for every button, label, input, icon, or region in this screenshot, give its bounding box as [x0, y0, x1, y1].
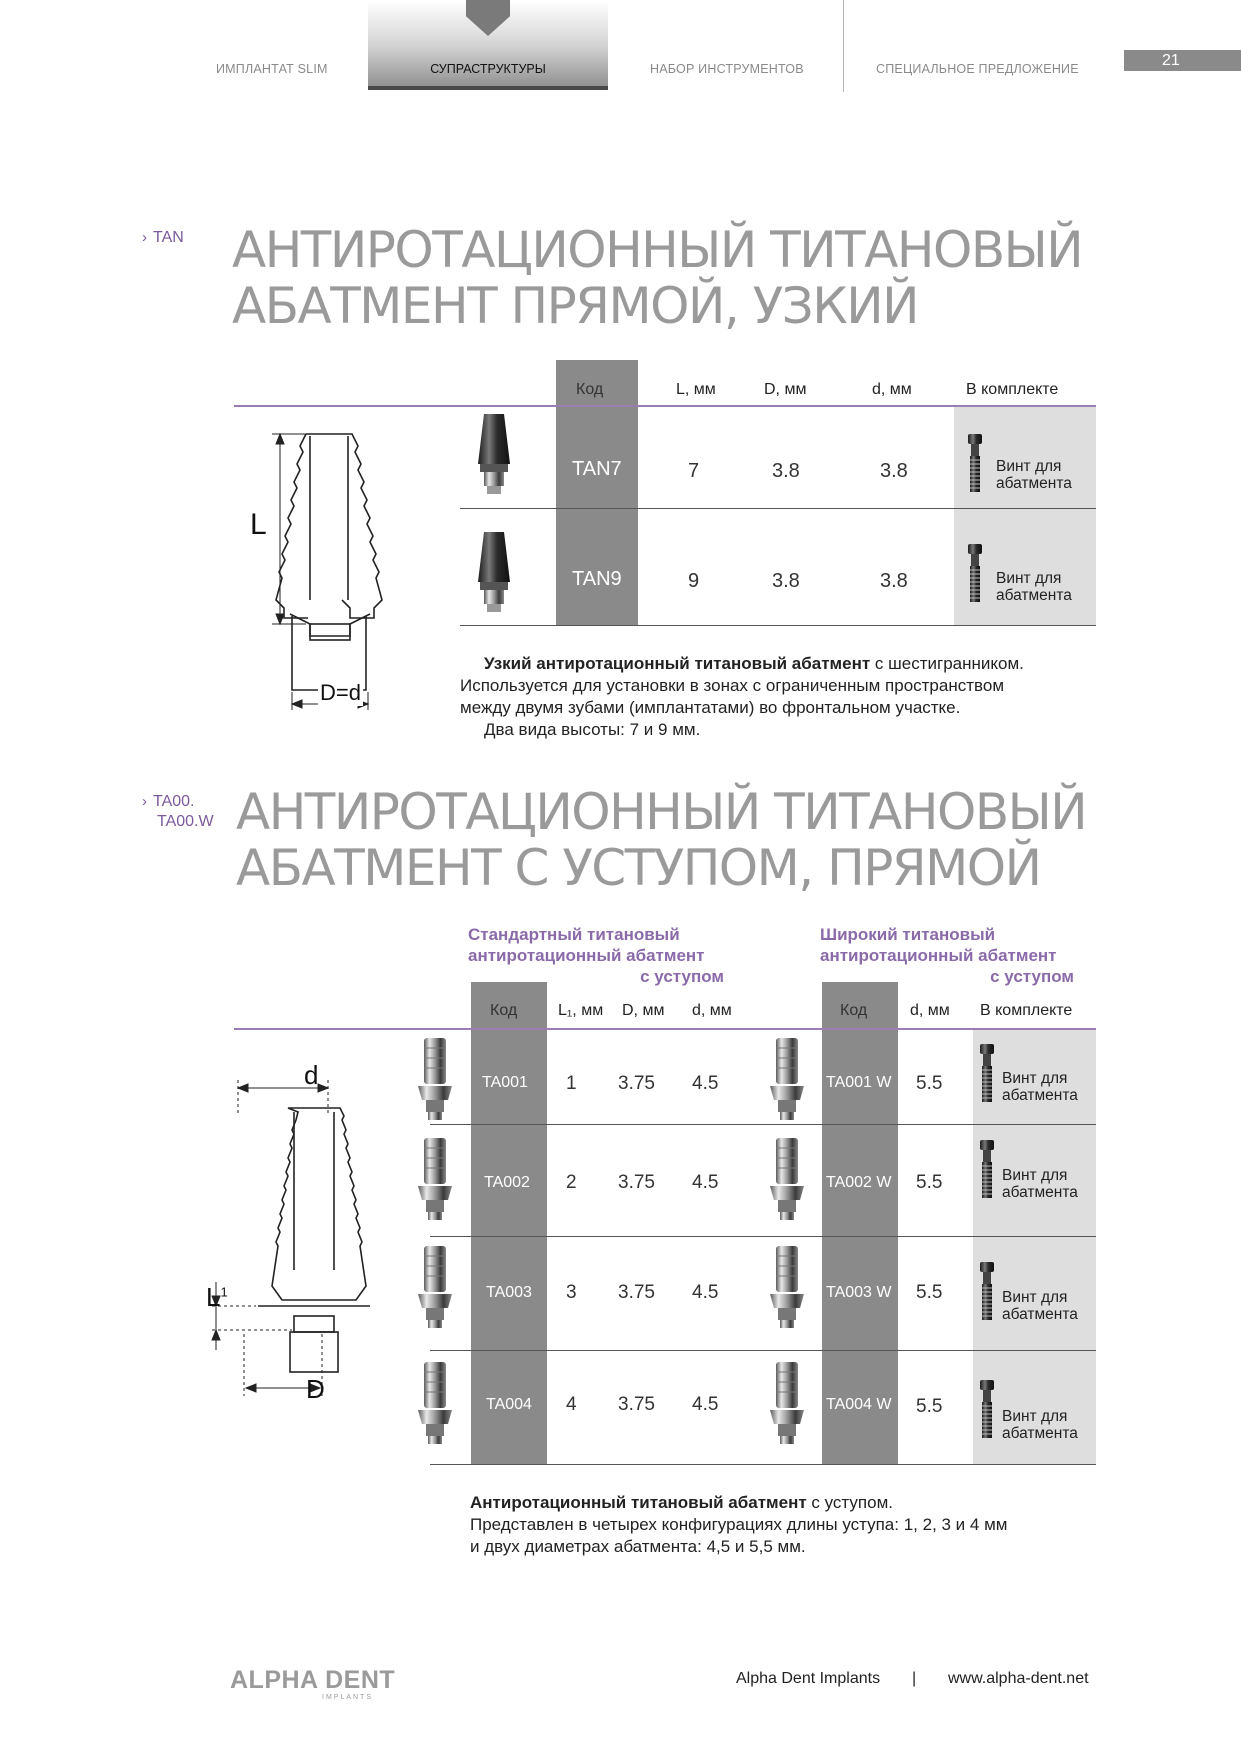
nav-item-special-offer[interactable]: СПЕЦИАЛЬНОЕ ПРЕДЛОЖЕНИЕ	[876, 62, 1079, 76]
abutment-image	[478, 414, 514, 498]
table-cell-L1: 4	[566, 1394, 577, 1415]
section2-desc-rest: с уступом.	[806, 1493, 893, 1512]
abutment-image	[770, 1138, 804, 1222]
table-cell-L1: 3	[566, 1282, 577, 1303]
nav-divider	[843, 0, 844, 92]
table-cell-d: 4.5	[692, 1073, 719, 1094]
section2-code-tag	[142, 792, 214, 832]
section1-desc-line4: Два вида высоты: 7 и 9 мм.	[484, 720, 701, 739]
section2-desc-line2: Представлен в четырех конфигурациях длины уступа: 1, 2, 3 и 4 мм	[470, 1515, 1008, 1534]
section2-title-line2: АБАТМЕНТ С УСТУПОМ, ПРЯМОЙ	[236, 839, 1041, 897]
table-cell-wide-d: 5.5	[916, 1396, 943, 1417]
section1-title	[232, 222, 1082, 334]
section1-header-d: d, мм	[872, 381, 912, 398]
screw-icon	[966, 434, 984, 494]
section2-row-divider	[430, 1350, 1096, 1351]
active-tab-underline	[368, 86, 608, 90]
section1-header-kit: В комплекте	[966, 381, 1059, 398]
table-cell-D: 3.75	[618, 1394, 655, 1415]
section1-header-D: D, мм	[764, 381, 807, 398]
section1-desc-line2: Используется для установки в зонах с ограниченным пространством	[460, 676, 1004, 695]
section2-code-line1: TA00.	[153, 793, 195, 810]
diagram-label-L1-letter: L	[206, 1282, 221, 1312]
wide-heading-line3: с уступом	[990, 967, 1074, 986]
wide-abutment-heading	[820, 924, 1074, 987]
abutment-image	[478, 532, 514, 616]
table-cell-wide-code: TA001 W	[826, 1074, 892, 1091]
footer-logo-subtitle: IMPLANTS	[322, 1694, 374, 1701]
table-cell-D: 3.75	[618, 1172, 655, 1193]
section1-title-line1: АНТИРОТАЦИОННЫЙ ТИТАНОВЫЙ	[232, 221, 1083, 279]
standard-heading-line2: антиротационный абатмент	[468, 946, 705, 965]
table-cell-D: 3.8	[772, 570, 800, 592]
wide-header-kit: В комплекте	[980, 1002, 1073, 1019]
section2-title	[236, 784, 1086, 896]
section1-header-L: L, мм	[676, 381, 716, 398]
footer-company: Alpha Dent Implants	[736, 1670, 881, 1687]
table-cell-kit: Винт для абатмента	[1002, 1070, 1078, 1104]
section1-header-code: Код	[576, 381, 604, 398]
section1-header-divider	[234, 405, 1096, 407]
abutment-image	[770, 1038, 804, 1122]
abutment-image	[770, 1246, 804, 1330]
table-cell-code: TAN9	[572, 568, 622, 590]
abutment-image	[418, 1138, 452, 1222]
footer-separator: |	[912, 1670, 917, 1687]
nav-item-superstructures-label: СУПРАСТРУКТУРЫ	[430, 62, 546, 76]
table-cell-D: 3.75	[618, 1073, 655, 1094]
table-cell-d: 4.5	[692, 1172, 719, 1193]
diagram-label-D: D	[306, 1374, 325, 1404]
screw-icon	[966, 544, 984, 604]
section2-row-divider	[430, 1124, 1096, 1125]
screw-icon	[978, 1044, 996, 1104]
abutment-image	[418, 1038, 452, 1122]
section1-code: TAN	[153, 229, 184, 246]
table-cell-d: 4.5	[692, 1394, 719, 1415]
chevron-right-icon: ›	[142, 229, 147, 246]
wide-heading-line2: антиротационный абатмент	[820, 946, 1057, 965]
section2-desc-bold: Антиротационный титановый абатмент	[470, 1493, 807, 1512]
table-cell-kit: Винт для абатмента	[1002, 1289, 1078, 1323]
section1-row-divider	[460, 508, 1096, 509]
section1-description	[460, 653, 1100, 741]
diagram-label-L1-sup: 1	[220, 1284, 228, 1300]
table-cell-L1: 2	[566, 1172, 577, 1193]
footer-website-link[interactable]: www.alpha-dent.net	[948, 1670, 1089, 1687]
table-cell-code: TA002	[484, 1174, 530, 1191]
section1-desc-line3: между двумя зубами (имплантатами) во фронтальном участке.	[460, 698, 961, 717]
section1-desc-rest: с шестигранником.	[870, 654, 1024, 673]
table-cell-L1: 1	[566, 1073, 577, 1094]
section1-technical-diagram	[230, 420, 400, 720]
standard-header-code: Код	[490, 1002, 518, 1019]
screw-icon	[978, 1140, 996, 1200]
footer-logo: ALPHA DENT	[230, 1666, 396, 1694]
table-cell-wide-code: TA002 W	[826, 1174, 892, 1191]
nav-item-instrument-set[interactable]: НАБОР ИНСТРУМЕНТОВ	[650, 62, 804, 76]
table-cell-d: 4.5	[692, 1282, 719, 1303]
table-cell-wide-code: TA004 W	[826, 1396, 892, 1413]
section2-header-divider	[234, 1028, 1096, 1030]
table-cell-wide-d: 5.5	[916, 1172, 943, 1193]
table-cell-d: 3.8	[880, 570, 908, 592]
standard-abutment-heading	[468, 924, 724, 987]
table-cell-D: 3.8	[772, 460, 800, 482]
table-cell-wide-d: 5.5	[916, 1282, 943, 1303]
standard-heading-line1: Стандартный титановый	[468, 925, 680, 944]
active-tab-notch	[466, 0, 510, 36]
page-number: 21	[1124, 50, 1241, 71]
screw-icon	[978, 1262, 996, 1322]
section2-desc-line3: и двух диаметрах абатмента: 4,5 и 5,5 мм.	[470, 1537, 806, 1556]
nav-item-implant-slim[interactable]: ИМПЛАНТАТ SLIM	[216, 62, 328, 76]
section1-title-line2: АБАТМЕНТ ПРЯМОЙ, УЗКИЙ	[232, 277, 919, 335]
standard-code-column-bg	[471, 982, 547, 1464]
section1-desc-bold: Узкий антиротационный титановый абатмент	[484, 654, 871, 673]
nav-item-superstructures-active[interactable]	[368, 0, 608, 90]
standard-header-d: d, мм	[692, 1002, 732, 1019]
standard-header-L1: L₁, мм	[558, 1002, 604, 1019]
standard-heading-line3: с уступом	[640, 967, 724, 986]
table-cell-L: 7	[688, 460, 700, 482]
screw-icon	[978, 1380, 996, 1440]
table-cell-kit: Винт для абатмента	[1002, 1408, 1078, 1442]
standard-header-D: D, мм	[622, 1002, 665, 1019]
section2-table-bottom	[430, 1464, 1096, 1465]
chevron-right-icon: ›	[142, 793, 147, 810]
section2-technical-diagram	[200, 1060, 380, 1410]
table-cell-kit: Винт для абатмента	[1002, 1167, 1078, 1201]
diagram-label-D-equals-d: D=d	[320, 680, 361, 705]
wide-code-column-bg	[822, 982, 898, 1464]
diagram-label-d: d	[304, 1060, 319, 1090]
table-cell-code: TA003	[486, 1284, 532, 1301]
table-cell-d: 3.8	[880, 460, 908, 482]
wide-heading-line1: Широкий титановый	[820, 925, 996, 944]
table-cell-code: TA004	[486, 1396, 532, 1413]
section2-title-line1: АНТИРОТАЦИОННЫЙ ТИТАНОВЫЙ	[236, 783, 1087, 841]
abutment-image	[418, 1362, 452, 1446]
diagram-label-L1	[206, 1282, 228, 1313]
section2-description	[470, 1492, 1090, 1558]
section2-row-divider	[430, 1236, 1096, 1237]
table-cell-wide-code: TA003 W	[826, 1284, 892, 1301]
diagram-label-L: L	[250, 508, 267, 541]
table-cell-code: TAN7	[572, 458, 622, 480]
section1-table-bottom	[460, 625, 1096, 626]
table-cell-kit: Винт для абатмента	[996, 458, 1072, 492]
table-cell-D: 3.75	[618, 1282, 655, 1303]
abutment-image	[418, 1246, 452, 1330]
table-cell-wide-d: 5.5	[916, 1073, 943, 1094]
wide-header-code: Код	[840, 1002, 868, 1019]
table-cell-code: TA001	[482, 1074, 528, 1091]
abutment-image	[770, 1362, 804, 1446]
table-cell-L: 9	[688, 570, 700, 592]
table-cell-kit: Винт для абатмента	[996, 570, 1072, 604]
section2-code-line2: TA00.W	[157, 813, 214, 830]
wide-header-d: d, мм	[910, 1002, 950, 1019]
section1-code-tag	[142, 228, 184, 248]
